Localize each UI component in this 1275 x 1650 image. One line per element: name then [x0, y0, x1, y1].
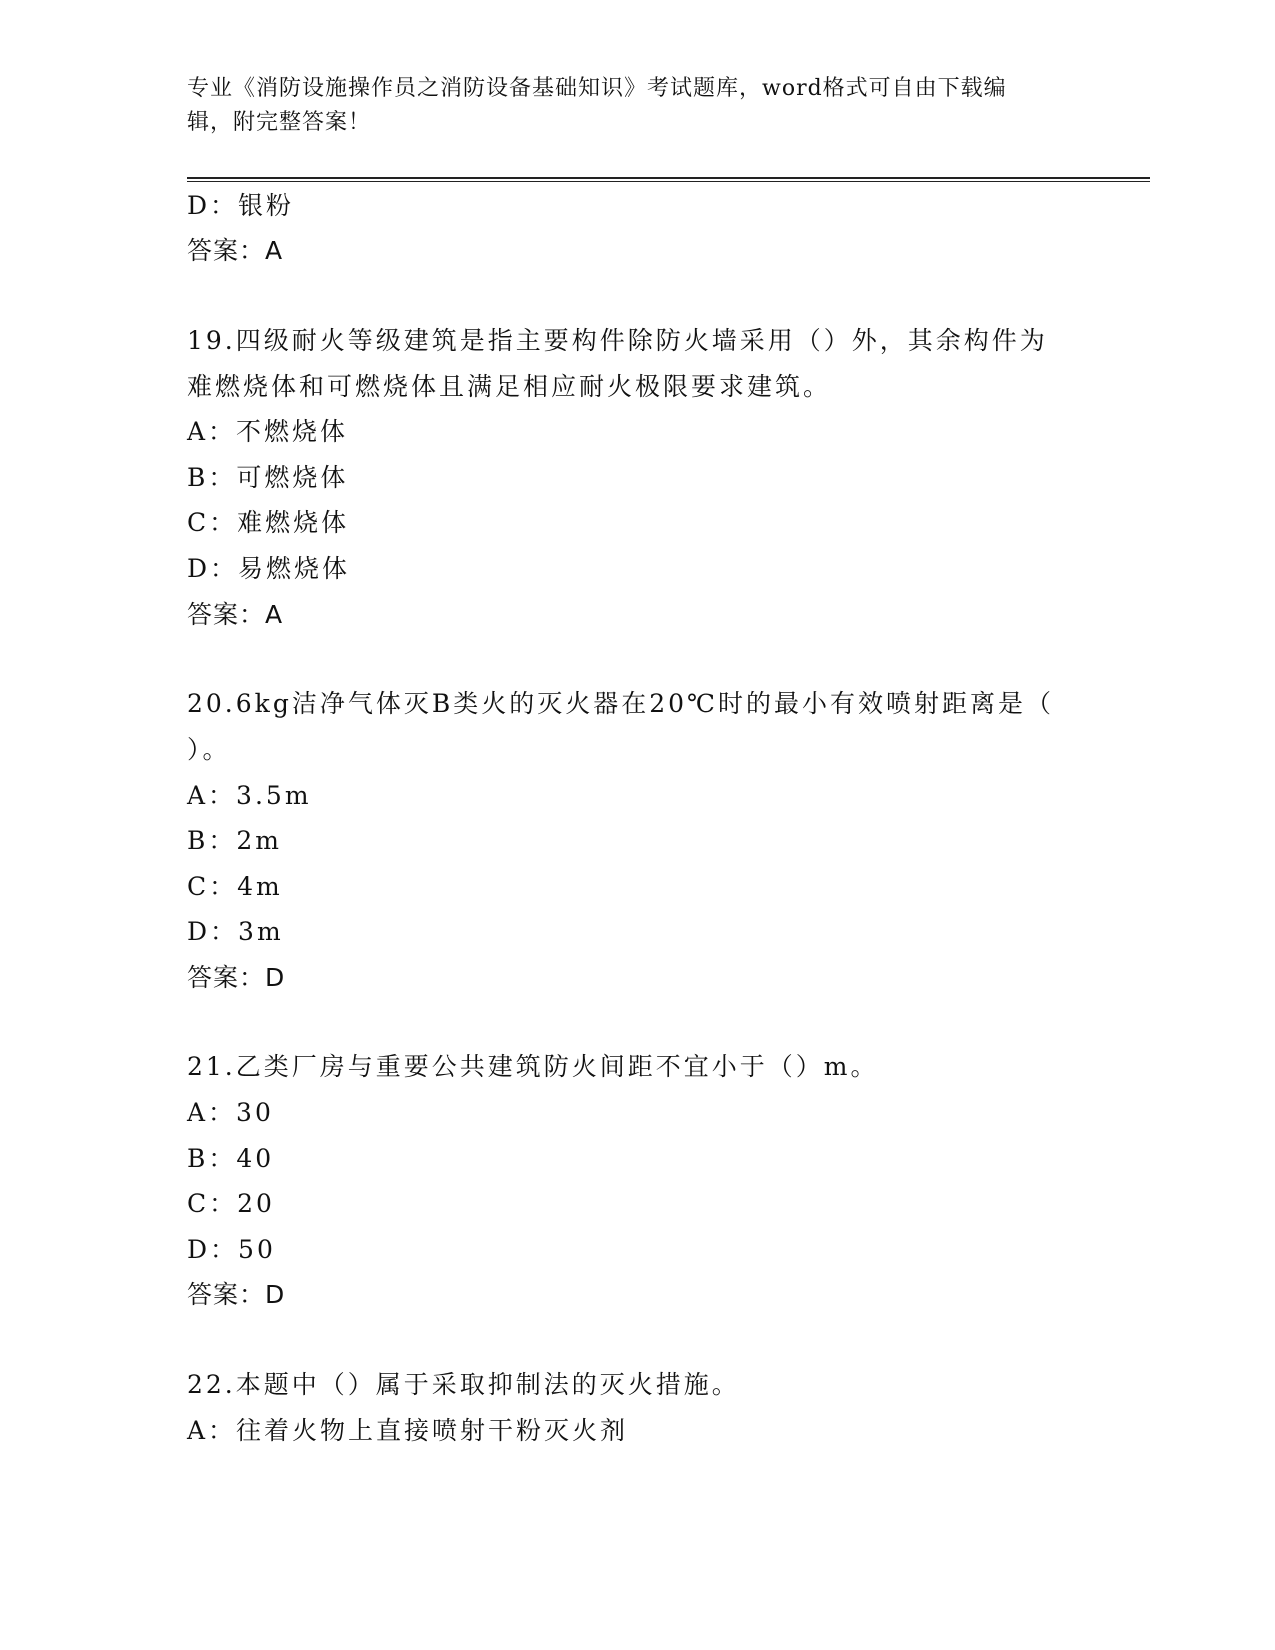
- question-21-stem-1: 21.乙类厂房与重要公共建筑防火间距不宜小于（）m。: [187, 1052, 879, 1081]
- question-20-option-c: C：4m: [187, 872, 283, 901]
- header-divider: [187, 177, 1150, 182]
- question-19-option-d: D：易燃烧体: [187, 554, 351, 583]
- question-20-option-b: B：2m: [187, 826, 282, 855]
- question-20-option-d: D：3m: [187, 917, 284, 946]
- question-19-option-a: A：不燃烧体: [187, 417, 349, 446]
- question-19-answer: 答案：A: [187, 600, 284, 629]
- answer-prev: 答案：A: [187, 236, 284, 265]
- question-21-option-b: B：40: [187, 1144, 275, 1173]
- question-19-option-b: B：可燃烧体: [187, 463, 349, 492]
- header-line-2: 辑，附完整答案！: [187, 110, 372, 135]
- question-20-stem-2: ）。: [187, 735, 231, 764]
- question-20-answer: 答案：D: [187, 963, 286, 992]
- question-22-stem-1: 22.本题中（）属于采取抑制法的灭火措施。: [187, 1370, 740, 1399]
- page-header: [187, 72, 1067, 140]
- question-22-option-a: A：往着火物上直接喷射干粉灭火剂: [187, 1416, 629, 1445]
- header-line-1: 专业《消防设施操作员之消防设备基础知识》考试题库，word格式可自由下载编: [187, 76, 1007, 101]
- question-19-option-c: C：难燃烧体: [187, 508, 350, 537]
- question-19-stem-1: 19.四级耐火等级建筑是指主要构件除防火墙采用（）外，其余构件为: [187, 326, 1048, 355]
- question-21-option-a: A：30: [187, 1098, 274, 1127]
- question-19-stem-2: 难燃烧体和可燃烧体且满足相应耐火极限要求建筑。: [187, 372, 832, 401]
- question-20-stem-1: 20.6kg洁净气体灭B类火的灭火器在20℃时的最小有效喷射距离是（: [187, 689, 1054, 718]
- question-20-option-a: A：3.5m: [187, 781, 312, 810]
- question-21-option-d: D：50: [187, 1235, 276, 1264]
- question-21-option-c: C：20: [187, 1189, 275, 1218]
- option-d-prev: D：银粉: [187, 191, 295, 220]
- question-21-answer: 答案：D: [187, 1280, 286, 1309]
